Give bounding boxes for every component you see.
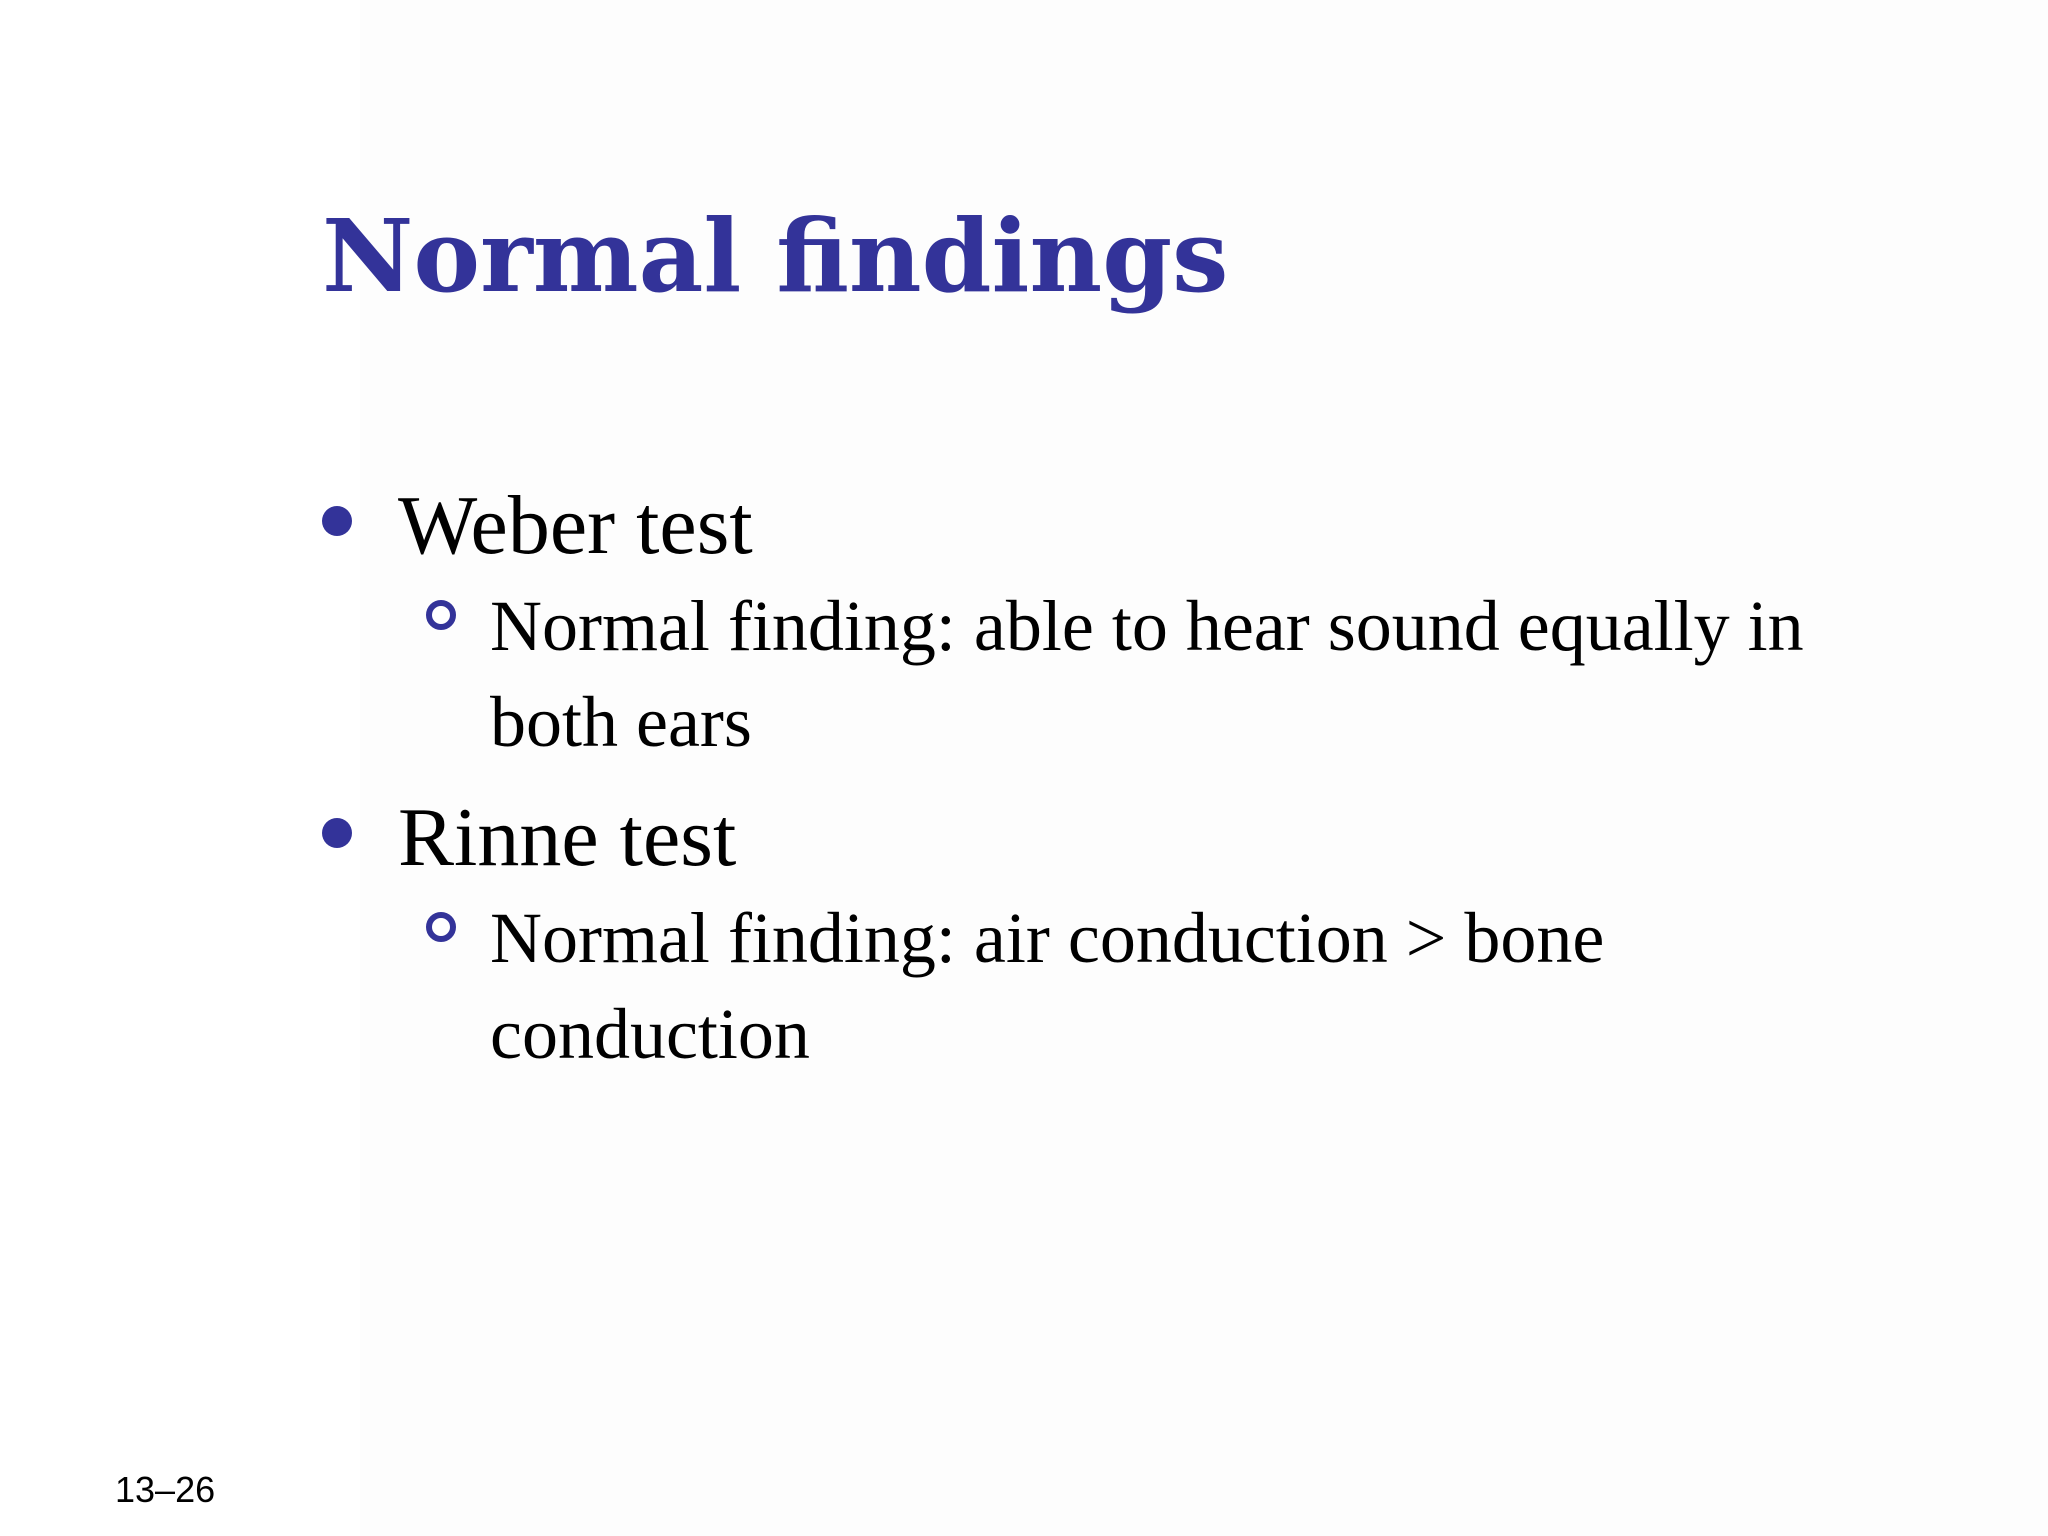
- bullet-item-weber-test: [322, 476, 1882, 770]
- sub-bullet-text: Normal finding: able to hear sound equally in both ears: [490, 586, 1804, 762]
- hollow-circle-bullet-icon: [426, 600, 456, 630]
- hollow-circle-bullet-icon: [426, 912, 456, 942]
- item-spacer: [322, 770, 1882, 788]
- bullet-list: [322, 476, 1882, 1082]
- bullet-label: Rinne test: [398, 791, 737, 884]
- bullet-label: Weber test: [398, 479, 753, 572]
- filled-circle-bullet-icon: [322, 506, 352, 536]
- bullet-item-rinne-test: [322, 788, 1882, 1082]
- slide-number: 13–26: [115, 1469, 216, 1510]
- sub-bullet-text: Normal finding: air conduction > bone conduction: [490, 898, 1605, 1074]
- sub-bullet-item: [426, 578, 1882, 770]
- filled-circle-bullet-icon: [322, 818, 352, 848]
- slide-title: Normal findings: [322, 197, 1229, 315]
- sub-bullet-item: [426, 890, 1882, 1082]
